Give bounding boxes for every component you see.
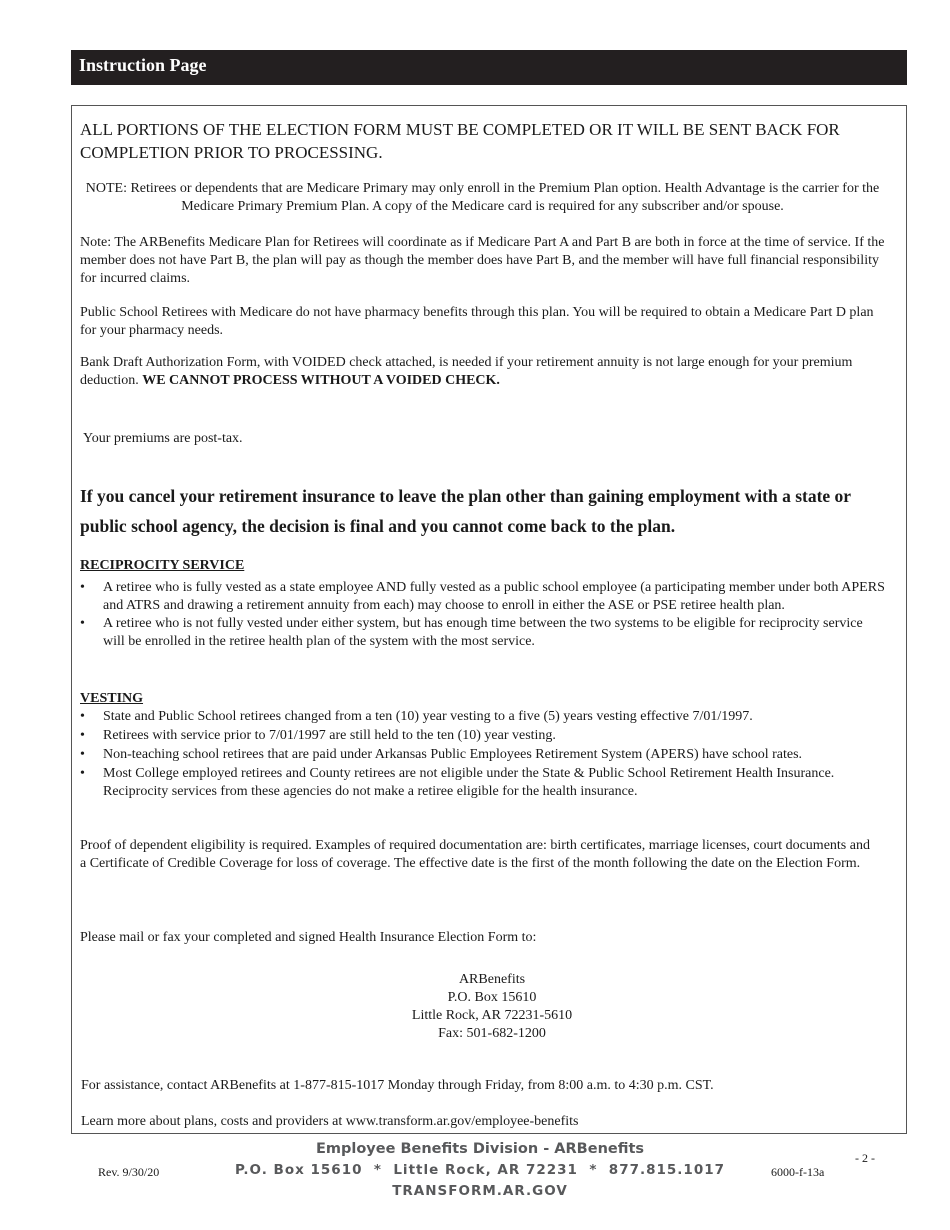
part-b-note: Note: The ARBenefits Medicare Plan for Retirees will coordinate as if Medicare Part A and Part B are both in force at the time of service. If the member does not have Part B, the plan will pay as though the member does have Part B, and the member will have full financial responsibility for incurred claims.	[80, 235, 885, 286]
footer-website: TRANSFORM.AR.GOV	[392, 1183, 568, 1199]
page-header-bar	[71, 50, 907, 85]
reciprocity-heading: RECIPROCITY SERVICE	[80, 558, 245, 573]
list-item: • Most College employed retirees and County retirees are not eligible under the State & Public School Retirement Health Insurance. Reciprocity services from these agencies do not make a retiree eligible for the health insurance.	[80, 765, 885, 801]
assistance-note: For assistance, contact ARBenefits at 1-877-815-1017 Monday through Friday, from 8:00 a.m. to 4:30 p.m. CST.	[81, 1078, 714, 1093]
form-number: 6000-f-13a	[771, 1165, 825, 1179]
bank-draft-text: Bank Draft Authorization Form, with VOIDED check attached, is needed if your retirement annuity is not large enough for your premium deduction.	[80, 355, 853, 388]
post-tax-note: Your premiums are post-tax.	[83, 431, 243, 446]
footer-division: Employee Benefits Division - ARBenefits	[315, 1141, 645, 1157]
vesting-list	[80, 708, 885, 801]
address-name: ARBenefits	[458, 972, 526, 987]
list-item: • A retiree who is fully vested as a state employee AND fully vested as a public school employee (a participating member under both APERS and ATRS and drawing a retirement annuity from each) may choose to enroll in either the ASE or PSE retiree health plan.	[80, 579, 885, 615]
mail-instructions: Please mail or fax your completed and signed Health Insurance Election Form to:	[80, 930, 537, 945]
address-city: Little Rock, AR 72231-5610	[411, 1008, 573, 1023]
bank-draft-warning: WE CANNOT PROCESS WITHOUT A VOIDED CHECK.	[142, 373, 500, 388]
revision-date: Rev. 9/30/20	[98, 1165, 160, 1179]
address-po-box: P.O. Box 15610	[447, 990, 537, 1005]
cancel-warning: If you cancel your retirement insurance to leave the plan other than gaining employment with a state or public school agency, the decision is final and you cannot come back to the plan.	[80, 486, 851, 536]
mailing-address	[242, 971, 742, 1043]
page-title: Instruction Page	[79, 55, 207, 75]
dependent-proof-note: Proof of dependent eligibility is required. Examples of required documentation are: birth certificates, marriage licenses, court documents and a Certificate of Credible Coverage for loss of coverage. The effective date is the first of the month following the date on the Election Form.	[80, 838, 870, 871]
list-item: • State and Public School retirees changed from a ten (10) year vesting to a five (5) years vesting effective 7/01/1997.	[80, 708, 885, 726]
reciprocity-list	[80, 579, 885, 651]
footer-address: P.O. Box 15610 * Little Rock, AR 72231 * 877.815.1017	[234, 1162, 725, 1178]
bank-draft-note	[80, 354, 885, 390]
vesting-heading: VESTING	[80, 691, 144, 706]
completion-notice: ALL PORTIONS OF THE ELECTION FORM MUST BE COMPLETED OR IT WILL BE SENT BACK FOR COMPLETION PRIOR TO PROCESSING.	[80, 120, 840, 162]
medicare-note: NOTE: Retirees or dependents that are Medicare Primary may only enroll in the Premium Plan option. Health Advantage is the carrier for the Medicare Primary Premium Plan. A copy of the Medicare card is required for any subscriber and/or spouse.	[85, 181, 880, 214]
address-fax: Fax: 501-682-1200	[438, 1026, 546, 1041]
learn-more-note: Learn more about plans, costs and providers at www.transform.ar.gov/employee-benefits	[81, 1114, 579, 1129]
list-item: • Retirees with service prior to 7/01/1997 are still held to the ten (10) year vesting.	[80, 727, 885, 745]
page-number: - 2 -	[855, 1151, 875, 1165]
pharmacy-note: Public School Retirees with Medicare do not have pharmacy benefits through this plan. You will be required to obtain a Medicare Part D plan for your pharmacy needs.	[80, 305, 874, 338]
list-item: • A retiree who is not fully vested under either system, but has enough time between the two systems to be eligible for reciprocity service will be enrolled in the retiree health plan of the system with the most service.	[80, 615, 885, 651]
list-item: • Non-teaching school retirees that are paid under Arkansas Public Employees Retirement System (APERS) have school rates.	[80, 746, 885, 764]
